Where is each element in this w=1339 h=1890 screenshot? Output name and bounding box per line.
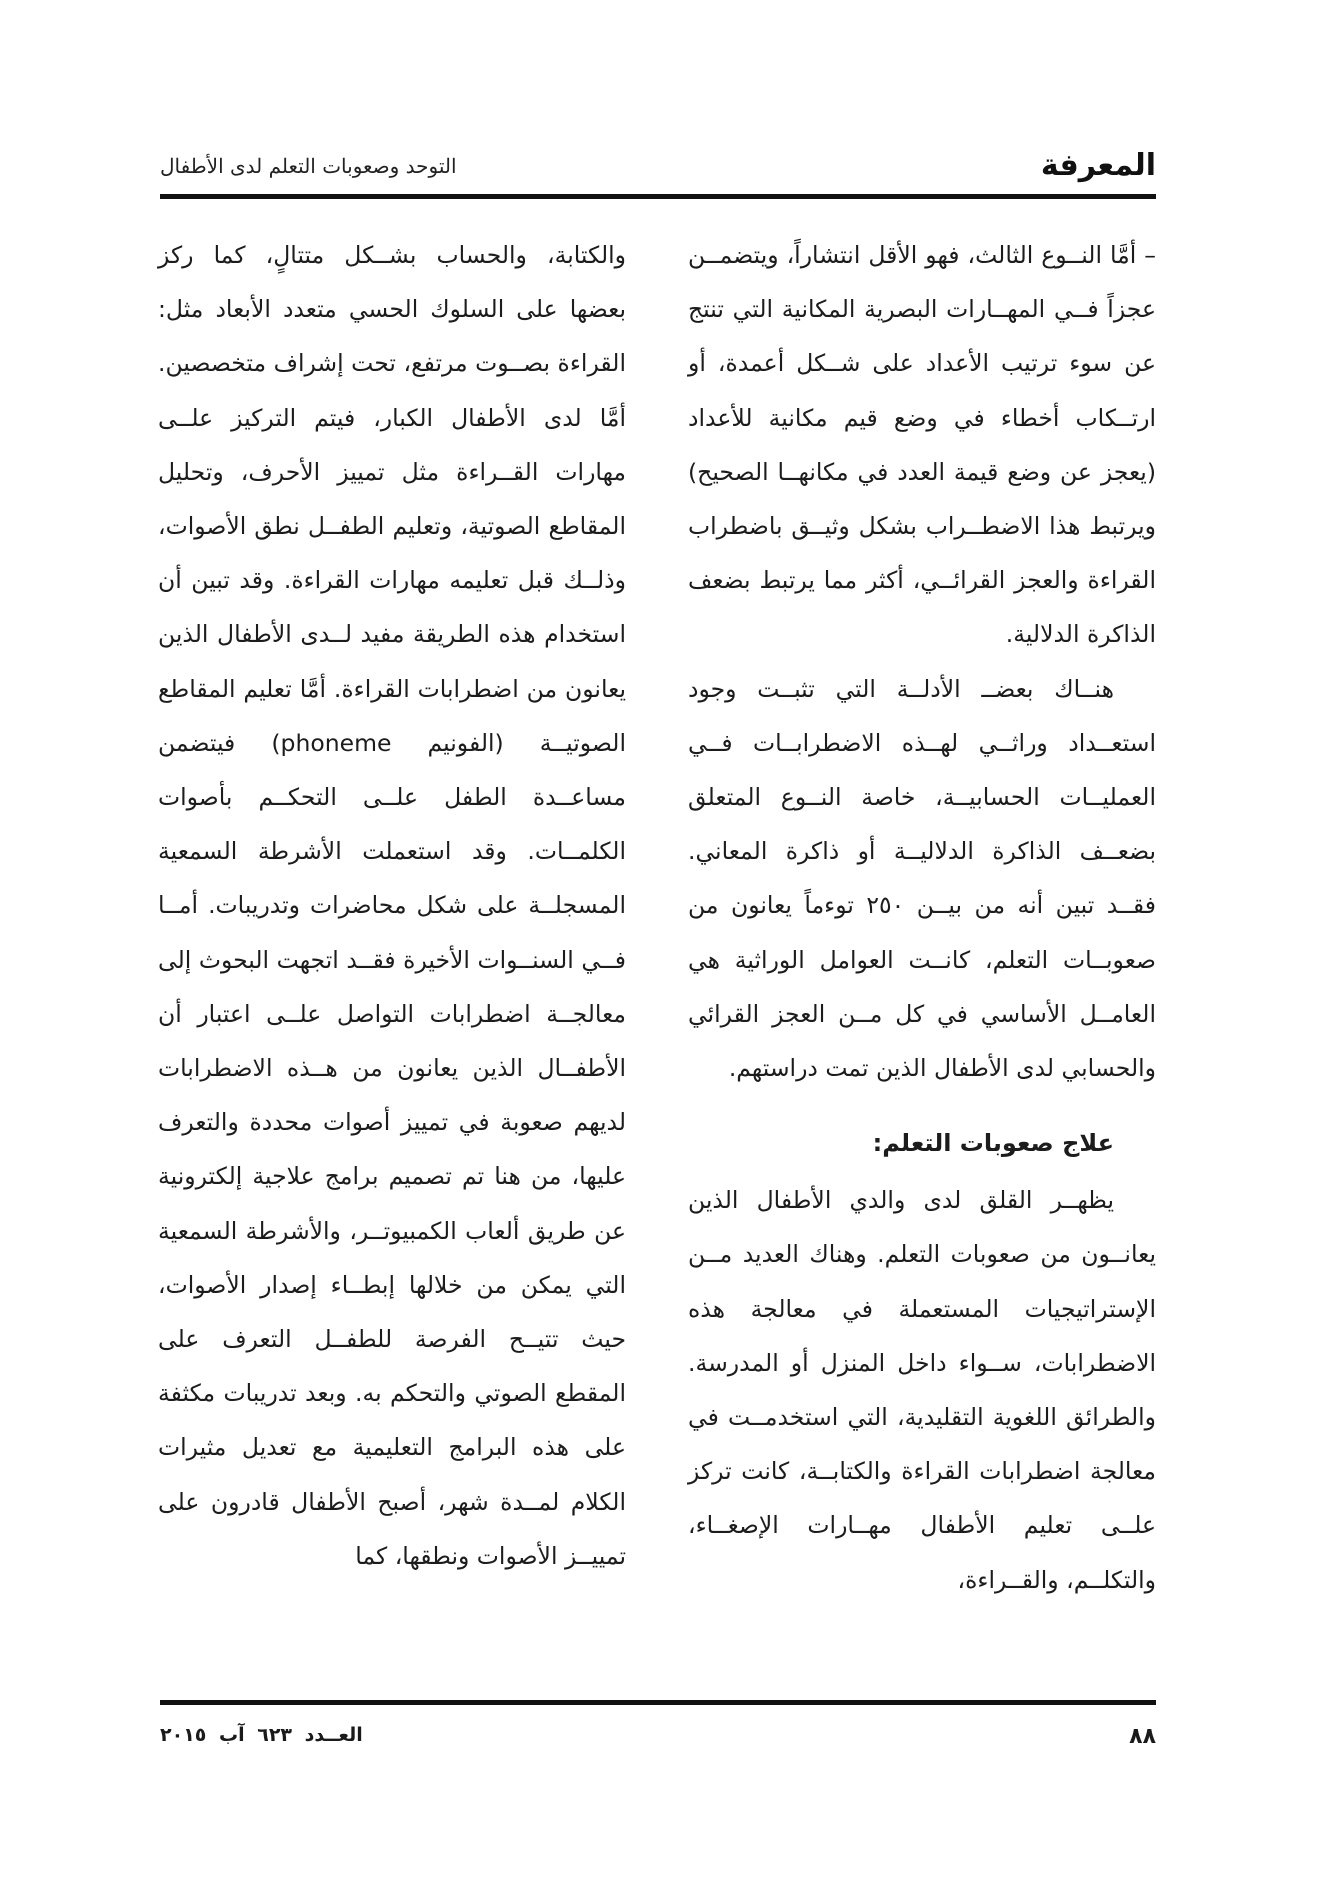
running-header	[160, 142, 1156, 192]
footer-divider	[160, 1700, 1156, 1705]
right-column	[688, 228, 1156, 1607]
article-title: التوحد وصعوبات التعلم لدى الأطفال	[160, 154, 457, 178]
header-divider	[160, 194, 1156, 199]
paragraph: يظهــر القلق لدى والدي الأطفال الذين يعانــون من صعوبات التعلم. وهناك العديد مــن الإستراتيجيات المستعملة في معالجة هذه الاضطرابات، ســواء داخل المنزل أو المدرسة. والطرائق اللغوية التقليدية، التي استخدمــت في معالجة اضطرابات القراءة والكتابــة، كانت تركز علــى تعليم الأطفال مهــارات الإصغــاء، والتكلــم، والقــراءة،	[688, 1186, 1156, 1594]
issue-info: العــدد ٦٢٣ آب ٢٠١٥	[160, 1724, 363, 1746]
paragraph: هنــاك بعضــ الأدلــة التي تثبــت وجود استعــداد وراثــي لهــذه الاضطرابــات فــي العمليــات الحسابيــة، خاصة النــوع المتعلق بضعــف الذاكرة الدلاليــة أو ذاكرة المعاني. فقــد تبين أنه من بيــن ٢٥٠ توءماً يعانون من صعوبــات التعلم، كانــت العوامل الوراثية هي العامــل الأساسي في كل مــن العجز القرائي والحسابي لدى الأطفال الذين تمت دراستهم.	[688, 674, 1157, 1083]
section-heading: علاج صعوبات التعلم:	[872, 1129, 1114, 1158]
magazine-masthead: المعرفة	[1040, 148, 1156, 183]
page-footer	[160, 1720, 1156, 1760]
paragraph: – أمَّا النــوع الثالث، فهو الأقل انتشاراً، ويتضمــن عجزاً فــي المهــارات البصرية المكانية التي تنتج عن سوء ترتيب الأعداد على شــكل أعمدة، أو ارتــكاب أخطاء في وضع قيم مكانية للأعداد (يعجز عن وضع قيمة العدد في مكانهــا الصحيح) ويرتبط هذا الاضطــراب بشكل وثيــق باضطراب القراءة والعجز القرائــي، أكثر مما يرتبط بضعف الذاكرة الدلالية.	[688, 241, 1156, 649]
left-column	[158, 228, 626, 1583]
paragraph: والكتابة، والحساب بشــكل متتالٍ، كما ركز بعضها على السلوك الحسي متعدد الأبعاد مثل: القراءة بصــوت مرتفع، تحت إشراف متخصصين. أمَّا لدى الأطفال الكبار، فيتم التركيز علــى مهارات القــراءة مثل تمييز الأحرف، وتحليل المقاطع الصوتية، وتعليم الطفــل نطق الأصوات، وذلــك قبل تعليمه مهارات القراءة. وقد تبين أن استخدام هذه الطريقة مفيد لــدى الأطفال الذين يعانون من اضطرابات القراءة. أمَّا تعليم المقاطع الصوتيــة (الفونيم phoneme) فيتضمن مساعــدة الطفل علــى التحكــم بأصوات الكلمــات. وقد استعملت الأشرطة السمعية المسجلــة على شكل محاضرات وتدريبات. أمــا فــي السنــوات الأخيرة فقــد اتجهت البحوث إلى معالجــة اضطرابات التواصل علــى اعتبار أن الأطفــال الذين يعانون من هــذه الاضطرابات لديهم صعوبة في تمييز أصوات محددة والتعرف عليها، من هنا تم تصميم برامج علاجية إلكترونية عن طريق ألعاب الكمبيوتــر، والأشرطة السمعية التي يمكن من خلالها إبطــاء إصدار الأصوات، حيث تتيــح الفرصة للطفــل التعرف على المقطع الصوتي والتحكم به. وبعد تدريبات مكثفة على هذه البرامج التعليمية مع تعديل مثيرات الكلام لمــدة شهر، أصبح الأطفال قادرون على تمييــز الأصوات ونطقها، كما	[158, 241, 626, 1570]
page-number: ٨٨	[1129, 1724, 1156, 1749]
